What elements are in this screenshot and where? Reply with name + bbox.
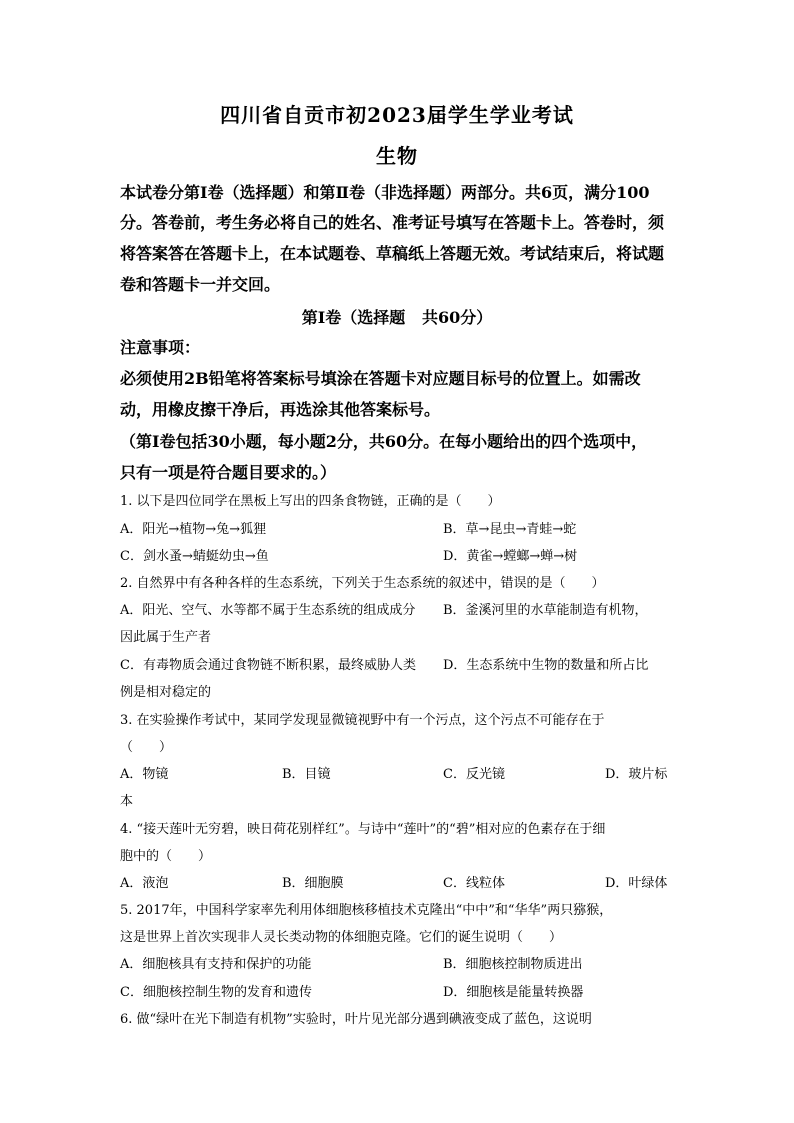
question-1-option-c: C．剑水蚤→蜻蜓幼虫→鱼 xyxy=(120,549,269,564)
question-2-option-c: C．有毒物质会通过食物链不断积累，最终威胁人类 xyxy=(120,658,416,673)
question-3-option-b: B．目镜 xyxy=(282,767,331,782)
intro-line: 卷和答题卡一并交回。 xyxy=(120,275,281,294)
intro-line: 分。答卷前，考生务必将自己的姓名、准考证号填写在答题卡上。答卷时，须 xyxy=(120,213,665,232)
question-5-option-a: A．细胞核具有支持和保护的功能 xyxy=(120,957,312,972)
question-2-option-d: D．生态系统中生物的数量和所占比 xyxy=(443,658,649,673)
question-2-option-b-cont: 因此属于生产者 xyxy=(120,630,212,645)
question-4-stem-cont: 胞中的（ ） xyxy=(120,849,212,864)
notice-line: 动，用橡皮擦干净后，再选涂其他答案标号。 xyxy=(120,400,441,419)
intro-line: 本试卷分第Ⅰ卷（选择题）和第Ⅱ卷（非选择题）两部分。共6页，满分100 xyxy=(120,183,650,202)
question-3-stem: 3. 在实验操作考试中，某同学发现显微镜视野中有一个污点，这个污点不可能存在于 xyxy=(120,713,605,728)
question-1-option-d: D．黄雀→螳螂→蝉→树 xyxy=(443,549,578,564)
question-5-stem: 5. 2017年，中国科学家率先利用体细胞核移植技术克隆出“中中”和“华华”两只猕猴， xyxy=(120,903,613,918)
notice-line: 必须使用2B铅笔将答案标号填涂在答题卡对应题目标号的位置上。如需改 xyxy=(120,369,641,388)
instruction-line: （第Ⅰ卷包括30小题，每小题2分，共60分。在每小题给出的四个选项中， xyxy=(120,432,648,451)
question-3-option-a: A．物镜 xyxy=(120,767,169,782)
question-5-option-b: B．细胞核控制物质进出 xyxy=(443,957,583,972)
notice-label: 注意事项： xyxy=(120,338,201,357)
question-5-option-d: D．细胞核是能量转换器 xyxy=(443,985,584,1000)
question-2-stem: 2. 自然界中有各种各样的生态系统，下列关于生态系统的叙述中，错误的是（ ） xyxy=(120,576,605,591)
question-2-option-b: B．釜溪河里的水草能制造有机物， xyxy=(443,603,648,618)
question-4-option-a: A．液泡 xyxy=(120,876,169,891)
exam-title: 四川省自贡市初2023届学生学业考试 xyxy=(220,103,574,127)
section-heading: 第Ⅰ卷（选择题 共60分） xyxy=(301,308,493,327)
question-3-option-c: C．反光镜 xyxy=(443,767,505,782)
question-1-option-a: A．阳光→植物→兔→狐狸 xyxy=(120,522,267,537)
question-1-option-b: B．草→昆虫→青蛙→蛇 xyxy=(443,522,577,537)
question-4-stem: 4. “接天莲叶无穷碧，映日荷花别样红”。与诗中“莲叶”的“碧”相对应的色素存在于细 xyxy=(120,822,606,837)
question-3-option-d: D．玻片标 xyxy=(605,767,668,782)
question-2-option-a: A．阳光、空气、水等都不属于生态系统的组成成分 xyxy=(120,603,416,618)
question-6-stem: 6. 做“绿叶在光下制造有机物”实验时，叶片见光部分遇到碘液变成了蓝色，这说明 xyxy=(120,1012,592,1027)
instruction-line: 只有一项是符合题目要求的。） xyxy=(120,463,337,482)
question-2-option-d-cont: 例是相对稳定的 xyxy=(120,685,212,700)
question-5-option-c: C．细胞核控制生物的发育和遗传 xyxy=(120,985,312,1000)
question-4-option-c: C．线粒体 xyxy=(443,876,505,891)
intro-line: 将答案答在答题卡上，在本试题卷、草稿纸上答题无效。考试结束后，将试题 xyxy=(120,244,665,263)
question-3-option-d-cont: 本 xyxy=(120,794,134,809)
question-1-stem: 1. 以下是四位同学在黑板上写出的四条食物链，正确的是（ ） xyxy=(120,494,501,509)
question-3-stem-cont: （ ） xyxy=(120,740,173,755)
question-5-stem-cont: 这是世界上首次实现非人灵长类动物的体细胞克隆。它们的诞生说明（ ） xyxy=(120,930,563,945)
question-4-option-d: D．叶绿体 xyxy=(605,876,668,891)
question-4-option-b: B．细胞膜 xyxy=(282,876,344,891)
subject-title: 生物 xyxy=(376,144,418,168)
